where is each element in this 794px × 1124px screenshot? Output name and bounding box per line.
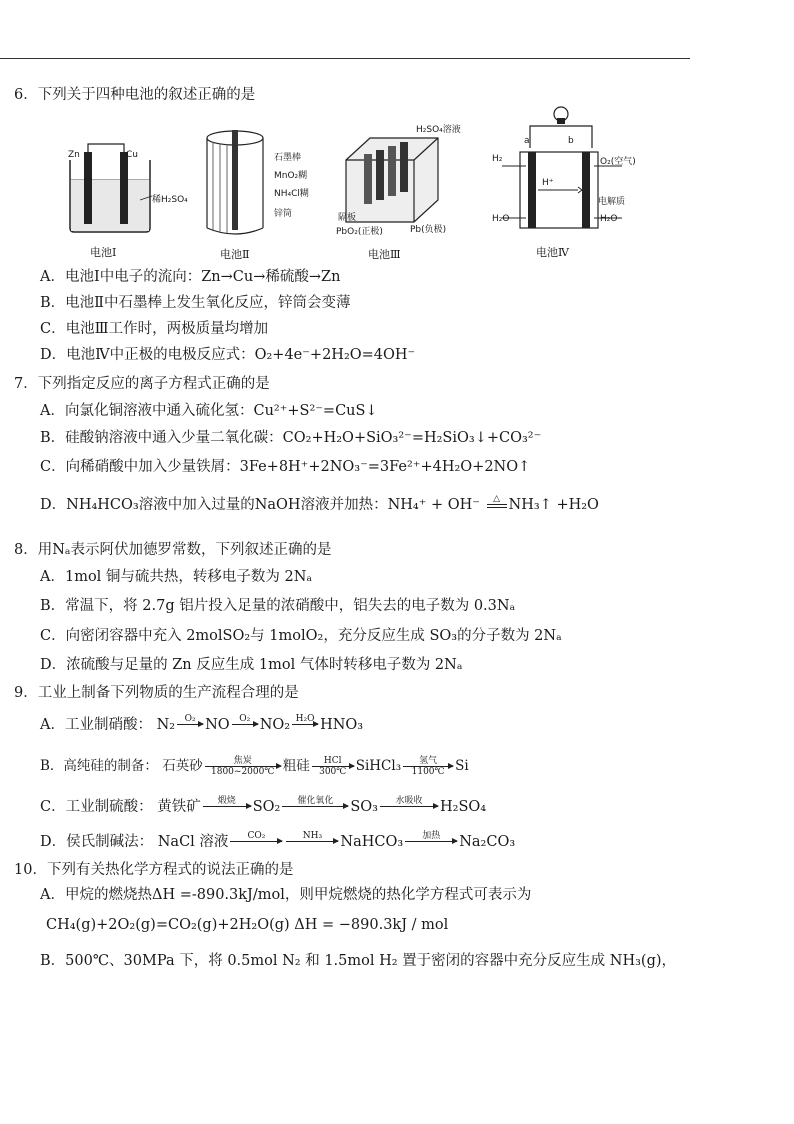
battery-3-caption: 电池Ⅲ [368, 248, 401, 261]
q6-option-b: B．电池Ⅱ中石墨棒上发生氧化反应，锌筒会变薄 [40, 295, 351, 311]
heat-arrow [487, 494, 507, 508]
battery-2-figure [200, 128, 320, 263]
q10-option-a-line1: A．甲烷的燃烧热ΔH =-890.3kJ/mol，则甲烷燃烧的热化学方程式可表示为 [40, 887, 532, 903]
arrow-icon: NH₃ [286, 831, 338, 842]
battery-2-caption: 电池Ⅱ [220, 248, 250, 261]
electrolyte-label: 电解质 [598, 197, 626, 207]
arrow-icon: CO₂ [230, 831, 282, 842]
q6-stem: 6．下列关于四种电池的叙述正确的是 [14, 87, 256, 103]
q8-stem: 8．用Nₐ表示阿伏加德罗常数，下列叙述正确的是 [14, 542, 332, 558]
arrow-icon: 焦炭 1800~2000℃ [205, 756, 281, 777]
q7-option-b: B．硅酸钠溶液中通入少量二氧化碳：CO₂+H₂O+SiO₃²⁻=H₂SiO₃↓+CO₃²⁻ [40, 430, 542, 446]
pb-label: Pb(负极) [410, 225, 447, 235]
h2-label: H₂ [492, 154, 503, 164]
zinc-can-label: 锌筒 [274, 209, 293, 219]
header-rule [0, 58, 690, 59]
q8-option-d: D．浓硫酸与足量的 Zn 反应生成 1mol 气体时转移电子数为 2Nₐ [40, 657, 463, 673]
arrow-icon: O₂ [232, 714, 258, 725]
h-plus-label: H⁺ [542, 178, 554, 188]
cu-label: Cu [126, 150, 138, 160]
q9-b-label: B．高纯硅的制备： [40, 758, 158, 774]
q8-option-b: B．常温下，将 2.7g 铝片投入足量的浓硝酸中，铝失去的电子数为 0.3Nₐ [40, 598, 516, 614]
separator-label: 隔板 [338, 213, 357, 223]
q9-option-b: B．高纯硅的制备： 石英砂 焦炭 1800~2000℃ 粗硅 HCl 300℃ SiHCl₃ 氢气 1100℃ Si [40, 756, 469, 777]
q10-stem: 10．下列有关热化学方程式的说法正确的是 [14, 862, 294, 878]
arrow-icon: 煅烧 [203, 796, 251, 807]
q10-option-b: B．500℃、30MPa 下，将 0.5mol N₂ 和 1.5mol H₂ 置于密闭的容器中充分反应生成 NH₃(g)， [40, 953, 677, 969]
q9-option-c: C．工业制硫酸： 黄铁矿 煅烧 SO₂ 催化氧化 SO₃ 水吸收 H₂SO₄ [40, 795, 487, 815]
q7-option-c: C．向稀硝酸中加入少量铁屑：3Fe+8H⁺+2NO₃⁻=3Fe²⁺+4H₂O+2NO↑ [40, 459, 531, 475]
q9-stem: 9．工业上制备下列物质的生产流程合理的是 [14, 685, 299, 701]
pbo2-label: PbO₂(正极) [336, 227, 383, 237]
q7-option-d [40, 496, 599, 514]
q9-a-label: A．工业制硝酸： [40, 717, 152, 733]
q9-d-label: D．侯氏制碱法： [40, 834, 154, 850]
arrow-icon: O₂ [177, 714, 203, 725]
q7-stem: 7．下列指定反应的离子方程式正确的是 [14, 376, 270, 392]
q6-option-c: C．电池Ⅲ工作时，两极质量均增加 [40, 321, 269, 337]
h2o-left-label: H₂O [492, 214, 510, 224]
arrow-icon: 加热 [405, 831, 457, 842]
battery-1-caption: 电池Ⅰ [90, 246, 117, 259]
h2so4-label: H₂SO₄溶液 [416, 125, 461, 135]
q7-d-lhs: D．NH₄HCO₃溶液中加入过量的NaOH溶液并加热：NH₄⁺ + OH⁻ [40, 497, 485, 513]
q7-option-a: A．向氯化铜溶液中通入硫化氢：Cu²⁺+S²⁻=CuS↓ [40, 403, 378, 419]
q8-option-a: A．1mol 铜与硫共热，转移电子数为 2Nₐ [40, 569, 313, 585]
arrow-icon: 催化氧化 [282, 796, 348, 807]
q7-d-rhs: NH₃↑ +H₂O [508, 497, 599, 513]
battery-4-figure [488, 104, 638, 264]
battery-1-figure [60, 140, 188, 260]
battery-2-drawing [200, 128, 270, 240]
battery-3-drawing [342, 130, 442, 230]
o2-label: O₂(空气) [600, 157, 636, 167]
q9-a-n2: N₂ [156, 717, 176, 733]
electrode-a-label: a [524, 136, 530, 146]
q6-option-a: A．电池Ⅰ中电子的流向：Zn→Cu→稀硫酸→Zn [40, 269, 341, 285]
zn-label: Zn [68, 150, 80, 160]
q6-option-d: D．电池Ⅳ中正极的电极反应式：O₂+4e⁻+2H₂O=4OH⁻ [40, 347, 416, 363]
arrow-icon: HCl 300℃ [312, 756, 354, 777]
q10-option-a-equation: CH₄(g)+2O₂(g)=CO₂(g)+2H₂O(g) ΔH = −890.3kJ / mol [46, 917, 449, 933]
q9-option-a: A．工业制硝酸： N₂ O₂ NO O₂ NO₂ H₂O HNO₃ [40, 713, 364, 733]
q9-option-d: D．侯氏制碱法： NaCl 溶液 CO₂ NH₃ NaHCO₃ 加热 Na₂CO₃ [40, 830, 516, 850]
nh4cl-label: NH₄Cl糊 [274, 189, 309, 199]
q9-c-label: C．工业制硫酸： [40, 799, 153, 815]
q8-option-c: C．向密闭容器中充入 2molSO₂与 1molO₂，充分反应生成 SO₃的分子数为 2Nₐ [40, 628, 562, 644]
graphite-label: 石墨棒 [274, 153, 302, 163]
electrode-b-label: b [568, 136, 574, 146]
h2o-right-label: H₂O [600, 214, 618, 224]
battery-4-caption: 电池Ⅳ [536, 246, 569, 259]
acid-label: 稀H₂SO₄ [152, 195, 188, 205]
mno2-label: MnO₂糊 [274, 171, 308, 181]
arrow-icon: H₂O [292, 714, 318, 725]
arrow-icon: 水吸收 [380, 796, 438, 807]
heat-symbol: △ [493, 494, 500, 504]
battery-3-figure [330, 118, 480, 263]
arrow-icon: 氢气 1100℃ [403, 756, 453, 777]
